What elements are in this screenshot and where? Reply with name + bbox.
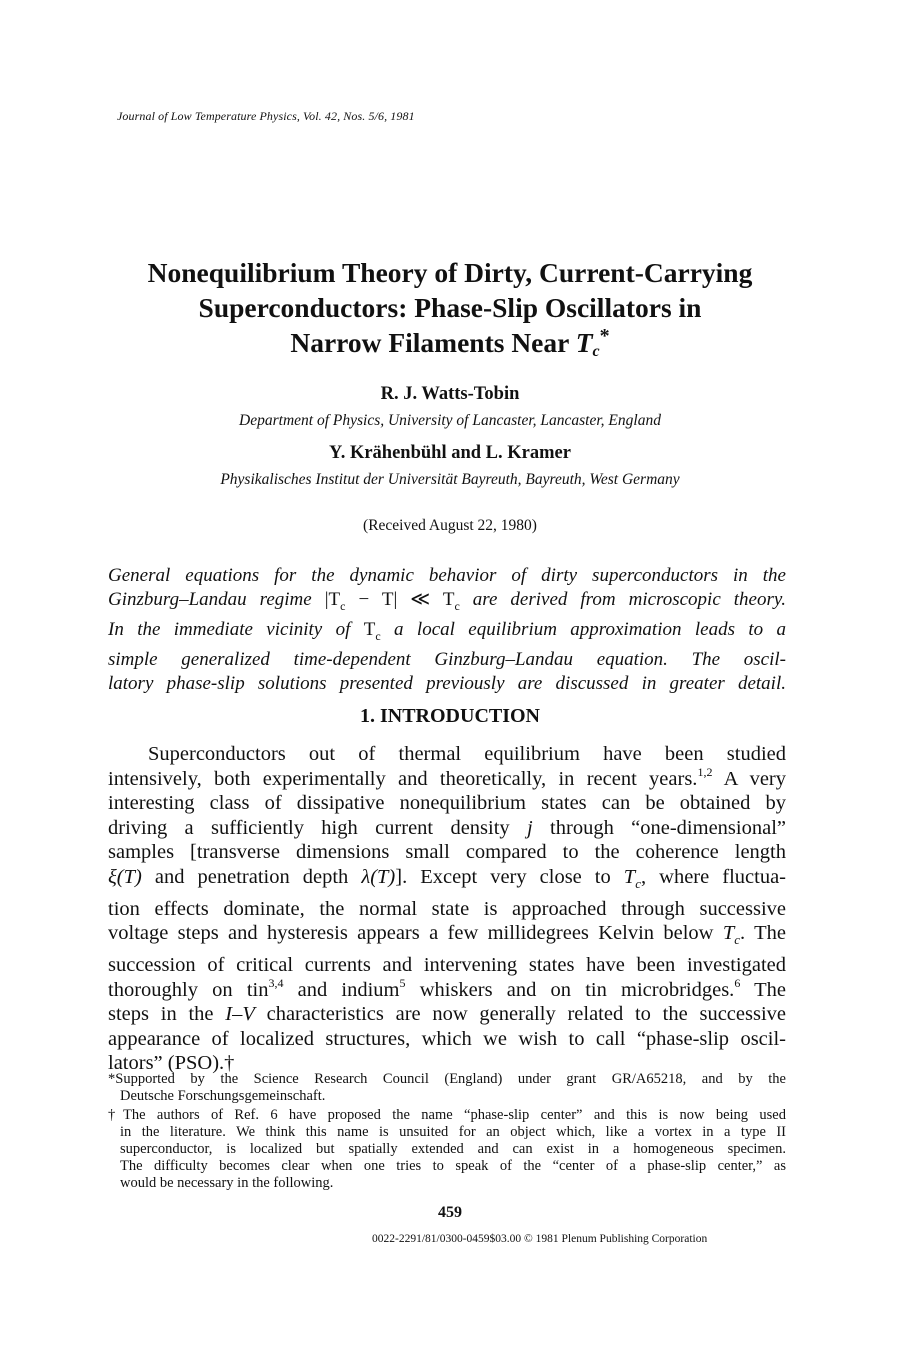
section-heading: 1. INTRODUCTION [359,705,541,727]
math-xi: ξ(T) [108,865,142,888]
math-sub-c: c [375,628,381,643]
abstract-line-1: General equations for the dynamic behavior of dirty superconductors in the [108,565,786,586]
introduction-text [108,742,786,1076]
journal-citation: Journal of Low Temperature Physics, Vol. 42, Nos. 5/6, 1981 [117,109,415,123]
math-T: T [722,922,735,945]
math-T: T [363,618,376,640]
author-1-affiliation: Department of Physics, University of Lancaster, Lancaster, England [239,412,661,429]
abstract-line-5: latory phase-slip solutions presented previously are discussed in greater detail. [108,672,786,694]
reference-superscript: 3,4 [268,975,284,990]
footnote-2-line-1: †The authors of Ref. 6 have proposed the name “phase-slip center” and this is now being used [108,1107,786,1123]
article-title [100,255,800,369]
intro-text: ]. Except very close to [395,865,624,888]
intro-text: through “one-dimensional” [532,816,786,839]
footnote-2-line-3: superconductor, is localized but spatially extended and can exist in a homogeneous specimen. [120,1141,786,1157]
intro-text: steps in the [108,1003,226,1026]
abstract-text: Ginzburg–Landau regime [108,589,325,610]
intro-line-4 [108,816,786,841]
footnote-1-line-2: Deutsche Forschungsgemeinschaft. [120,1088,326,1104]
author-2-affiliation: Physikalisches Institut der Universität Bayreuth, Bayreuth, West Germany [220,471,680,488]
intro-text: characteristics are now generally related to the successive [254,1003,786,1026]
intro-text: driving a sufficiently high current density [108,816,528,839]
intro-line-1: Superconductors out of thermal equilibrium have been studied [148,743,786,765]
intro-text: , where fluctua- [640,865,786,888]
intro-text: intensively, both experimentally and theoretically, in recent years. [108,767,698,790]
intro-line-5: samples [transverse dimensions small compared to the coherence length [108,841,786,864]
author-1-names: R. J. Watts-Tobin [380,384,520,404]
title-line-3-text: Narrow Filaments Near [290,327,569,358]
math-j: j [527,816,533,839]
intro-text: thoroughly on tin [108,978,269,1001]
intro-text: whiskers and on tin microbridges. [405,978,735,1001]
abstract-text: In the immediate vicinity of [108,618,364,640]
title-line-1: Nonequilibrium Theory of Dirty, Current-Carrying [147,257,753,288]
abstract-text: are derived from microscopic theory. [459,589,787,610]
abstract-line-2 [108,588,786,618]
abstract-line-4: simple generalized time-dependent Ginzburg–Landau equation. The oscil- [108,648,786,670]
math-sub-c: c [635,876,641,892]
footnote-2-line-4: The difficulty becomes clear when one tries to speak of the “center of a phase-slip center,” as [120,1158,786,1174]
reference-superscript: 6 [734,975,741,990]
intro-text: and penetration depth [141,865,362,888]
intro-text: A very [712,767,786,790]
title-line-2: Superconductors: Phase-Slip Oscillators in [198,292,702,323]
intro-line-13: lators” (PSO).† [108,1052,235,1075]
math-T: T [623,865,636,888]
footnotes [108,1071,786,1192]
footnote-1-line-1: *Supported by the Science Research Council (England) under grant GR/A65218, and by the [108,1071,786,1087]
math-ll: − T| ≪ T [345,589,455,610]
author-2-names: Y. Krähenbühl and L. Kramer [329,443,571,463]
intro-text: The [740,978,786,1001]
abstract [108,564,786,696]
math-i-v: I–V [225,1003,255,1026]
intro-line-12: appearance of localized structures, which we wish to call “phase-slip oscil- [108,1027,786,1050]
title-footnote-mark: * [599,325,610,347]
title-tc-subscript: c [592,343,600,360]
footnote-2-line-2: in the literature. We think this name is unsuited for an object which, like a vortex in a type II [120,1124,786,1140]
reference-superscript: 1,2 [697,764,713,779]
reference-superscript: 5 [399,975,406,990]
intro-line-7: tion effects dominate, the normal state is approached through successive [108,897,786,920]
math-sub-c: c [454,598,460,613]
intro-text: and indium [283,978,400,1001]
copyright-line: 0022-2291/81/0300-0459$03.00 © 1981 Plenum Publishing Corporation [372,1233,708,1245]
intro-line-6 [108,865,786,897]
title-tc-symbol: T [575,327,593,358]
math-abs-open: |T [324,589,341,610]
intro-line-9: succession of critical currents and intervening states have been investigated [108,953,786,976]
intro-line-2 [108,764,786,792]
footnote-2-line-5: would be necessary in the following. [120,1175,334,1191]
abstract-math [324,589,460,613]
page-number: 459 [438,1204,462,1221]
received-date: (Received August 22, 1980) [363,517,537,534]
intro-line-3: interesting class of dissipative nonequilibrium states can be obtained by [108,792,786,815]
abstract-text: a local equilibrium approximation leads to a [380,618,786,640]
intro-text: voltage steps and hysteresis appears a few millidegrees Kelvin below [108,922,723,945]
math-sub-c: c [734,932,741,948]
intro-line-10 [108,975,786,1003]
title-line-3 [100,325,800,369]
intro-text: . The [740,922,786,945]
abstract-line-3 [108,618,786,648]
math-lambda: λ(T) [361,865,396,888]
intro-line-8 [108,921,786,953]
intro-line-11 [108,1002,786,1027]
math-sub-c: c [340,598,346,613]
